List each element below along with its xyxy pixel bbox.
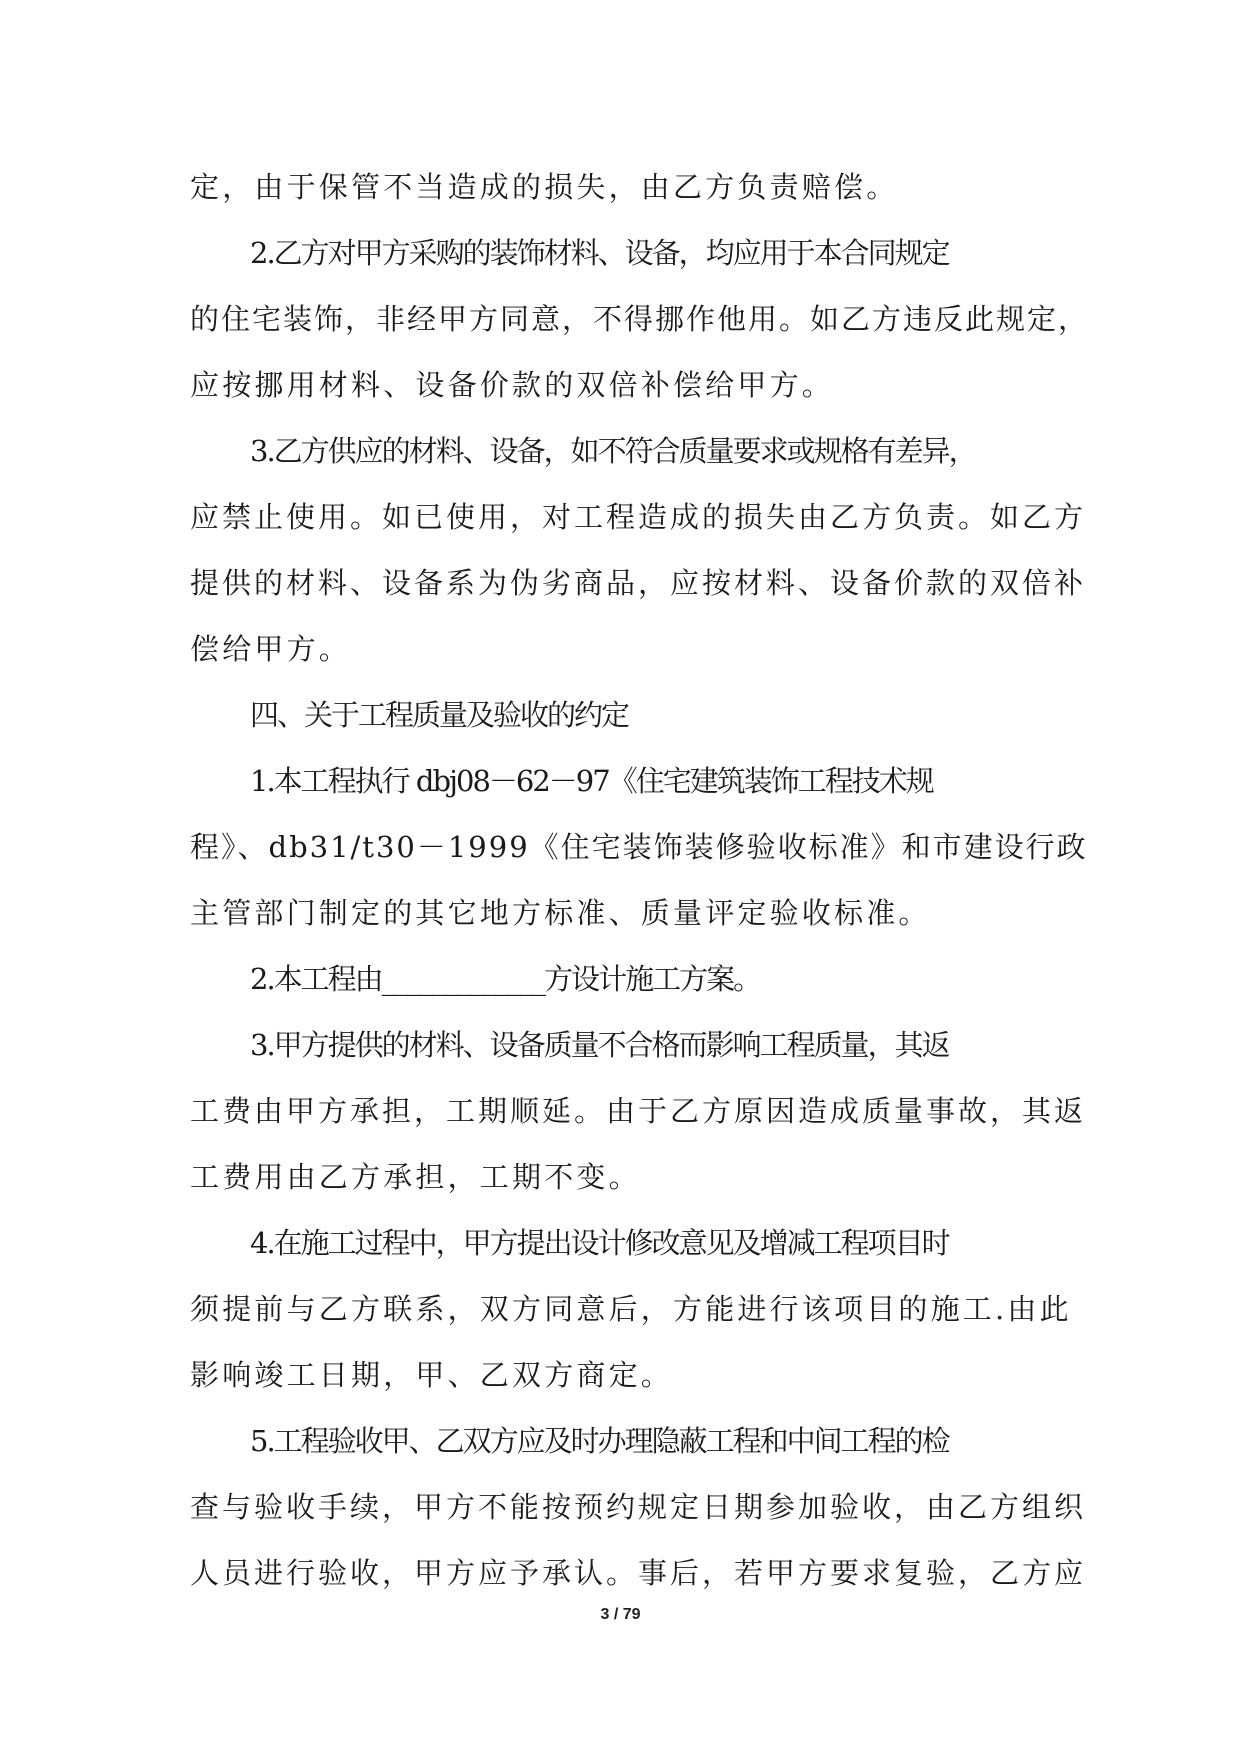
text-line: 2.乙方对甲方采购的装饰材料、设备，均应用于本合同规定: [250, 236, 949, 270]
text-line: 程》、db31/t30－1999《住宅装饰装修验收标准》和市建设行政: [190, 830, 1088, 864]
document-body: [190, 154, 1090, 1606]
text-line: 应禁止使用。如已使用，对工程造成的损失由乙方负责。如乙方: [190, 500, 1087, 534]
text-line: 须提前与乙方联系，双方同意后，方能进行该项目的施工.由此: [190, 1292, 1072, 1326]
text-line: 工费由甲方承担，工期顺延。由于乙方原因造成质量事故，其返: [190, 1094, 1087, 1128]
text-line: 5.工程验收甲、乙双方应及时办理隐蔽工程和中间工程的检: [250, 1424, 949, 1458]
page-number: 3 / 79: [600, 1606, 641, 1623]
text-line: 影响竣工日期，甲、乙双方商定。: [190, 1358, 674, 1392]
text-line: 3.乙方供应的材料、设备，如不符合质量要求或规格有差异，: [250, 434, 976, 468]
text-line: 1.本工程执行 dbj08－62－97《住宅建筑装饰工程技术规: [250, 764, 933, 798]
text-line: 主管部门制定的其它地方标准、质量评定验收标准。: [190, 896, 931, 930]
text-line: 人员进行验收，甲方应予承认。事后，若甲方要求复验，乙方应: [190, 1556, 1087, 1590]
text-line: 的住宅装饰，非经甲方同意，不得挪作他用。如乙方违反此规定，: [190, 302, 1090, 336]
text-line: 定，由于保管不当造成的损失，由乙方负责赔偿。: [190, 170, 899, 204]
text-line: 偿给甲方。: [190, 632, 352, 666]
text-line: 4.在施工过程中，甲方提出设计修改意见及增减工程项目时: [250, 1226, 949, 1260]
text-line: 提供的材料、设备系为伪劣商品，应按材料、设备价款的双倍补: [190, 566, 1087, 600]
text-line: 查与验收手续，甲方不能按预约规定日期参加验收，由乙方组织: [190, 1490, 1087, 1524]
text-line: 应按挪用材料、设备价款的双倍补偿给甲方。: [190, 368, 835, 402]
text-line: 3.甲方提供的材料、设备质量不合格而影响工程质量，其返: [250, 1028, 949, 1062]
text-line: 2.本工程由_____________方设计施工方案。: [250, 962, 761, 996]
text-line: 四、关于工程质量及验收的约定: [250, 698, 629, 732]
text-line: 工费用由乙方承担，工期不变。: [190, 1160, 641, 1194]
